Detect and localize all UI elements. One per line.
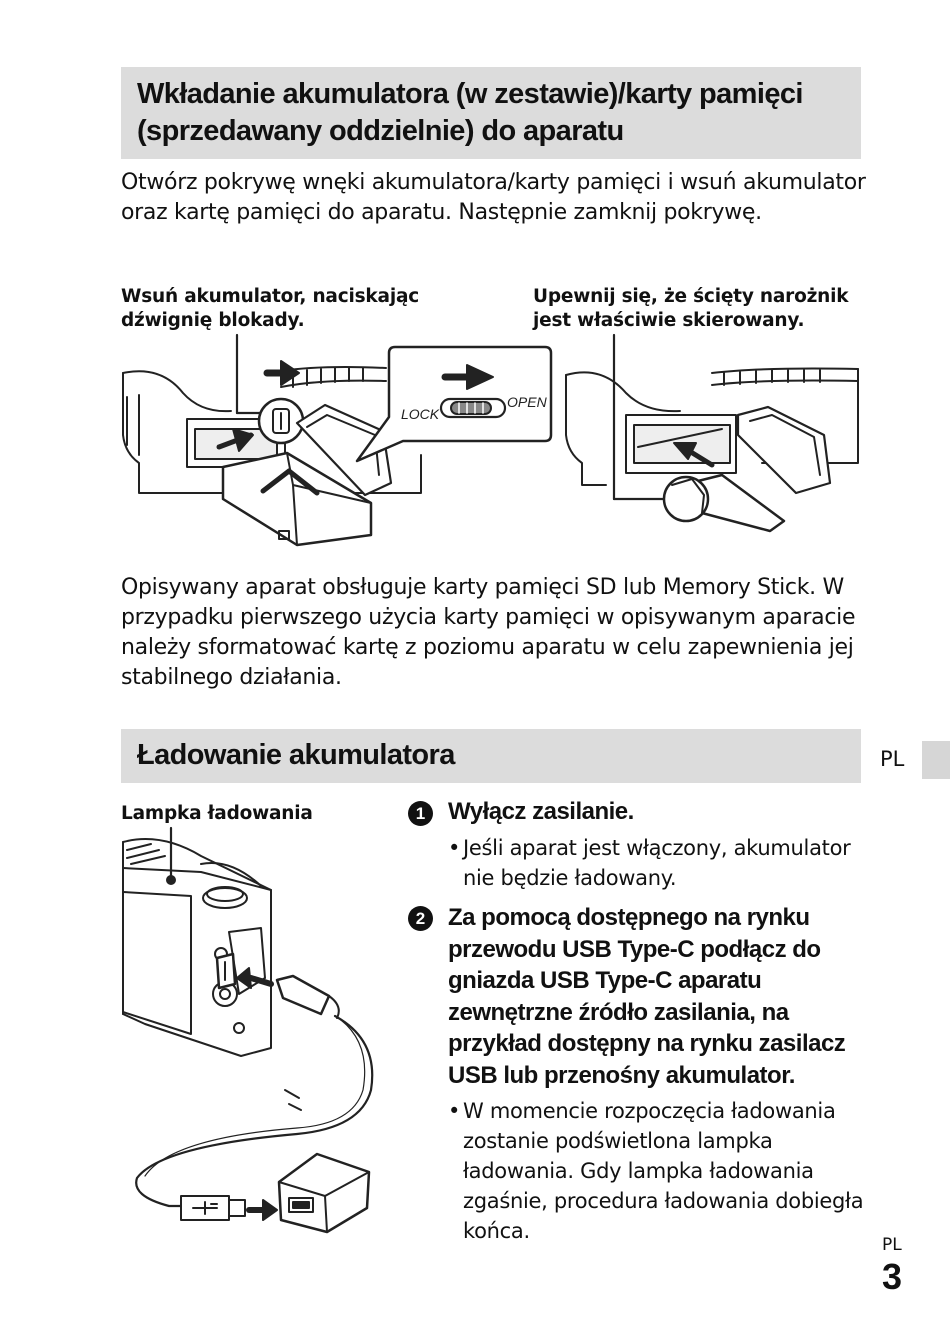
step-1-title: Wyłącz zasilanie. xyxy=(448,798,634,825)
section-title: Ładowanie akumulatora xyxy=(137,739,455,771)
bullet-marker: • xyxy=(448,836,461,860)
side-lang-label: PL xyxy=(880,747,905,771)
lock-label: LOCK xyxy=(401,406,440,422)
step-number-2: 2 xyxy=(408,906,433,931)
section-heading-charging xyxy=(121,729,861,783)
intro-paragraph: Otwórz pokrywę wnęki akumulatora/karty pamięci i wsuń akumulator oraz kartę pamięci do aparatu. Następnie zamknij pokrywę. xyxy=(121,170,866,225)
bullet-marker: • xyxy=(448,1099,461,1123)
page-number: 3 xyxy=(882,1256,903,1297)
footer-lang: PL xyxy=(882,1235,902,1255)
step-number-1: 1 xyxy=(408,801,433,826)
charging-illustration xyxy=(121,828,386,1238)
step-2-title: Za pomocą dostępnego na rynku przewodu USB Type-C podłącz do gniazda USB Type-C aparatu zewnętrzne źródło zasilania, na przykład dostępny na rynku zasilacz USB lub przenośny akumulator. xyxy=(448,904,846,1089)
step-1-bullet xyxy=(448,833,868,893)
charge-lamp-caption: Lampka ładowania xyxy=(121,803,313,824)
caption-card-corner: Upewnij się, że ścięty narożnik jest właściwie skierowany. xyxy=(533,286,849,331)
step-2-bullet xyxy=(448,1096,868,1246)
caption-insert-battery: Wsuń akumulator, naciskając dźwignię blokady. xyxy=(121,286,420,331)
memory-card-insertion-illustration xyxy=(562,335,862,545)
section-title: Wkładanie akumulatora (w zestawie)/karty pamięci (sprzedawany oddzielnie) do aparatu xyxy=(137,78,803,147)
section-heading-battery-card xyxy=(121,67,861,159)
bullet-text: Jeśli aparat jest włączony, akumulator nie będzie ładowany. xyxy=(463,836,851,890)
side-tab xyxy=(922,741,950,779)
battery-insertion-illustration xyxy=(121,335,561,550)
open-label: OPEN xyxy=(507,394,547,410)
bullet-text: W momencie rozpoczęcia ładowania zostanie podświetlona lampka ładowania. Gdy lampka ładowania zgaśnie, procedura ładowania dobiegła końca. xyxy=(463,1099,864,1243)
memory-card-note: Opisywany aparat obsługuje karty pamięci SD lub Memory Stick. W przypadku pierwszego użycia karty pamięci w opisywanym aparacie należy sformatować kartę z poziomu aparatu w celu zapewnienia jej stabilnego działania. xyxy=(121,575,856,690)
